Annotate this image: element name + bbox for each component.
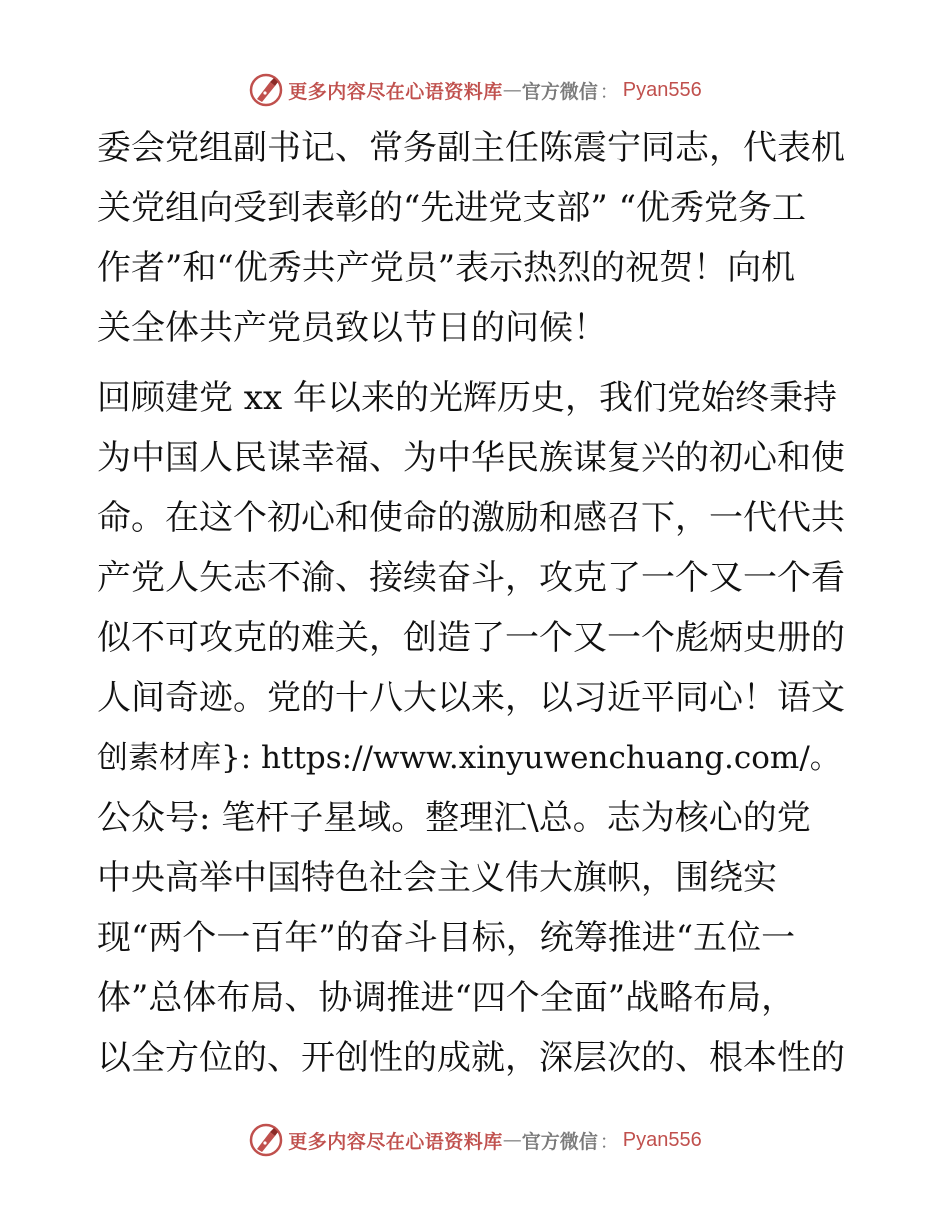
header-wechat-id: Pyan556 xyxy=(622,78,702,101)
body-line: 关全体共产党员致以节日的问候！ xyxy=(97,308,607,348)
footer-colon: ： xyxy=(599,1130,619,1153)
body-line: 作者”和“优秀共产党员”表示热烈的祝贺！向机 xyxy=(97,248,796,288)
header-wechat-label: 官方微信 xyxy=(521,80,598,103)
body-line: 现“两个一百年”的奋斗目标，统筹推进“五位一 xyxy=(97,918,796,958)
body-line: 创素材库}: https://www.xinyuwenchuang.com/。 xyxy=(97,740,841,776)
body-line: 公众号: 笔杆子星域。整理汇\总。志为核心的党 xyxy=(97,798,811,838)
body-line: 人间奇迹。党的十八大以来，以习近平同心！语文 xyxy=(97,678,845,718)
footer-wechat-id: Pyan556 xyxy=(622,1128,702,1151)
body-line: 似不可攻克的难关，创造了一个又一个彪炳史册的 xyxy=(97,618,845,658)
body-line: 命。在这个初心和使命的激励和感召下，一代代共 xyxy=(97,498,845,538)
header-separator: — xyxy=(502,79,522,101)
body-line: 回顾建党 xx 年以来的光辉历史，我们党始终秉持 xyxy=(97,378,837,418)
header-colon: ： xyxy=(599,80,619,103)
body-line: 体”总体布局、协调推进“四个全面”战略布局， xyxy=(97,978,796,1018)
body-line: 以全方位的、开创性的成就，深层次的、根本性的 xyxy=(97,1038,845,1078)
body-line: 关党组向受到表彰的“先进党支部” “优秀党务工 xyxy=(97,188,806,228)
body-line: 委会党组副书记、常务副主任陈震宁同志，代表机 xyxy=(97,128,845,168)
footer-slogan: 更多内容尽在心语资料库 xyxy=(288,1130,503,1153)
header-slogan: 更多内容尽在心语资料库 xyxy=(288,80,503,103)
footer-wechat-label: 官方微信 xyxy=(521,1130,598,1153)
body-line: 产党人矢志不渝、接续奋斗，攻克了一个又一个看 xyxy=(97,558,845,598)
pen-nib-logo-icon xyxy=(248,1122,284,1158)
footer-separator: — xyxy=(502,1129,522,1151)
header-banner xyxy=(0,70,950,110)
body-line: 为中国人民谋幸福、为中华民族谋复兴的初心和使 xyxy=(97,438,845,478)
body-line: 中央高举中国特色社会主义伟大旗帜，围绕实 xyxy=(97,858,777,898)
pen-nib-logo-icon xyxy=(248,72,284,108)
footer-banner xyxy=(0,1120,950,1160)
